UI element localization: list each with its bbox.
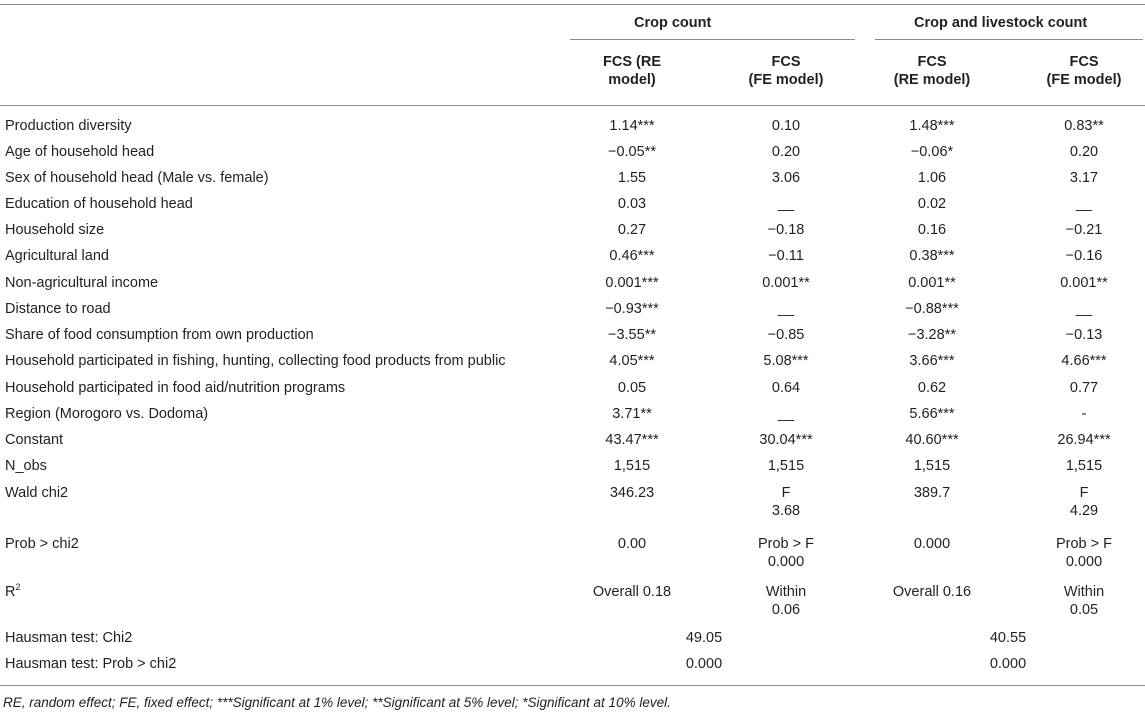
- cell-line: Within: [765, 584, 807, 600]
- top-rule: [0, 4, 1145, 5]
- hausman-cell: 49.05: [685, 630, 723, 646]
- table-cell: 3.71**: [612, 406, 652, 422]
- row-label: Agricultural land: [5, 248, 109, 264]
- hausman-cell: 0.000: [685, 656, 723, 672]
- prob-chi2-row-label-text: Prob > chi2: [5, 536, 79, 552]
- table-cell: [852, 583, 1012, 601]
- cell-line: 0.06: [771, 602, 801, 618]
- row-label: Household size: [5, 222, 105, 238]
- table-cell: 40.60***: [905, 432, 959, 448]
- col-header-2: FCS (FE model): [748, 54, 824, 88]
- table-cell: −0.05**: [608, 144, 656, 160]
- table-cell: −3.55**: [608, 327, 656, 343]
- table-cell: __: [777, 301, 795, 317]
- hausman-cell: 0.000: [989, 656, 1027, 672]
- header-rule: [0, 105, 1145, 106]
- table-cell: 26.94***: [1057, 432, 1111, 448]
- cell-line: F: [781, 485, 791, 501]
- table-cell: [1004, 583, 1145, 619]
- table-cell: −0.11: [768, 248, 804, 264]
- table-cell: 0.64: [771, 380, 801, 396]
- table-cell: __: [777, 406, 795, 422]
- cell-line: F: [1079, 485, 1089, 501]
- row-label: Household participated in fishing, hunting, collecting food products from public: [5, 353, 506, 369]
- table-cell: 4.05***: [609, 353, 655, 369]
- table-cell: −0.18: [767, 222, 805, 238]
- table-cell: [706, 583, 866, 619]
- table-cell: 1,515: [613, 458, 651, 474]
- bottom-rule: [0, 685, 1145, 686]
- cell-line: Prob > F: [757, 536, 814, 552]
- table-cell: [852, 484, 1012, 502]
- table-cell: 0.20: [1069, 144, 1099, 160]
- table-cell: 43.47***: [605, 432, 659, 448]
- cell-line: 3.68: [771, 503, 801, 519]
- table-cell: −0.06*: [910, 144, 954, 160]
- table-cell: 0.16: [917, 222, 947, 238]
- row-label: Household participated in food aid/nutrition programs: [5, 380, 346, 396]
- cell-line: 4.29: [1069, 503, 1099, 519]
- table-cell: −0.88***: [905, 301, 959, 317]
- table-cell: 0.77: [1069, 380, 1099, 396]
- group-rule-crop-livestock: [875, 39, 1143, 40]
- r-squared-row-label: [5, 583, 21, 601]
- table-cell: 30.04***: [759, 432, 813, 448]
- table-cell: 0.83**: [1064, 118, 1104, 134]
- wald-chi2-row-label-text: Wald chi2: [5, 485, 69, 501]
- table-cell: 0.05: [617, 380, 647, 396]
- row-label: Share of food consumption from own production: [5, 327, 314, 343]
- table-cell: [706, 535, 866, 571]
- cell-line: 0.00: [617, 536, 647, 552]
- table-cell: [852, 535, 1012, 553]
- table-cell: 5.66***: [909, 406, 955, 422]
- hausman-label: Hausman test: Chi2: [5, 630, 133, 646]
- col-header-3: FCS (RE model): [893, 54, 971, 88]
- col-header-4: FCS (FE model): [1046, 54, 1122, 88]
- table-cell: __: [1075, 196, 1093, 212]
- table-cell: 0.001**: [762, 275, 810, 291]
- cell-line: 0.000: [767, 554, 805, 570]
- table-cell: __: [1075, 301, 1093, 317]
- table-cell: 0.001**: [908, 275, 956, 291]
- table-cell: [1004, 484, 1145, 520]
- table-cell: −0.13: [1065, 327, 1103, 343]
- table-cell: 0.27: [617, 222, 647, 238]
- col-header-1: FCS (RE model): [603, 54, 661, 88]
- hausman-cell: 40.55: [989, 630, 1027, 646]
- table-cell: 0.001**: [1060, 275, 1108, 291]
- table-cell: 4.66***: [1061, 353, 1107, 369]
- wald-chi2-row-label: [5, 484, 68, 502]
- row-label: Distance to road: [5, 301, 111, 317]
- row-label: Non-agricultural income: [5, 275, 159, 291]
- table-cell: −0.16: [1065, 248, 1103, 264]
- table-cell: 3.66***: [909, 353, 955, 369]
- cell-line: 0.000: [1065, 554, 1103, 570]
- table-cell: 0.20: [771, 144, 801, 160]
- table-cell: −0.21: [1065, 222, 1103, 238]
- group-header-crop-livestock: Crop and livestock count: [914, 15, 1088, 31]
- table-cell: 1.14***: [609, 118, 655, 134]
- row-label: Constant: [5, 432, 64, 448]
- table-cell: 1,515: [1065, 458, 1103, 474]
- table-cell: 0.10: [771, 118, 801, 134]
- table-cell: −0.93***: [605, 301, 659, 317]
- table-cell: 3.06: [771, 170, 801, 186]
- table-cell: 1.06: [917, 170, 947, 186]
- row-label: N_obs: [5, 458, 47, 474]
- table-cell: [1004, 535, 1145, 571]
- cell-line: Prob > F: [1055, 536, 1112, 552]
- hausman-label: Hausman test: Prob > chi2: [5, 656, 177, 672]
- row-label: Region (Morogoro vs. Dodoma): [5, 406, 209, 422]
- table-cell: 5.08***: [763, 353, 809, 369]
- cell-line: 0.000: [913, 536, 951, 552]
- row-label: Sex of household head (Male vs. female): [5, 170, 269, 186]
- table-cell: __: [777, 196, 795, 212]
- cell-line: 346.23: [609, 485, 655, 501]
- cell-line: Overall 0.18: [592, 584, 672, 600]
- cell-line: 389.7: [913, 485, 951, 501]
- table-cell: 0.02: [917, 196, 947, 212]
- cell-line: Overall 0.16: [892, 584, 972, 600]
- prob-chi2-row-label: [5, 535, 79, 553]
- group-header-crop: Crop count: [634, 15, 712, 31]
- table-cell: 0.03: [617, 196, 647, 212]
- row-label: Education of household head: [5, 196, 193, 212]
- table-cell: 1,515: [913, 458, 951, 474]
- table-cell: 0.001***: [605, 275, 659, 291]
- table-cell: 0.62: [917, 380, 947, 396]
- group-rule-crop: [570, 39, 855, 40]
- table-cell: 3.17: [1069, 170, 1099, 186]
- row-label: Production diversity: [5, 118, 132, 134]
- table-cell: 1,515: [767, 458, 805, 474]
- table-cell: −0.85: [767, 327, 805, 343]
- cell-line: 0.05: [1069, 602, 1099, 618]
- r-squared-row-label-text: R: [5, 584, 16, 600]
- cell-line: Within: [1063, 584, 1105, 600]
- table-cell: [552, 535, 712, 553]
- table-cell: [706, 484, 866, 520]
- table-cell: −3.28**: [908, 327, 956, 343]
- table-cell: 1.48***: [909, 118, 955, 134]
- table-cell: 0.38***: [909, 248, 955, 264]
- table-cell: [552, 583, 712, 601]
- row-label: Age of household head: [5, 144, 155, 160]
- table-cell: [552, 484, 712, 502]
- table-footnote: RE, random effect; FE, fixed effect; ***Significant at 1% level; **Significant at 5% level; *Significant at 10% level.: [3, 695, 671, 710]
- r-squared-row-label-sup: 2: [15, 582, 21, 593]
- table-cell: -: [1081, 406, 1087, 422]
- table-cell: 1.55: [617, 170, 647, 186]
- table-cell: 0.46***: [609, 248, 655, 264]
